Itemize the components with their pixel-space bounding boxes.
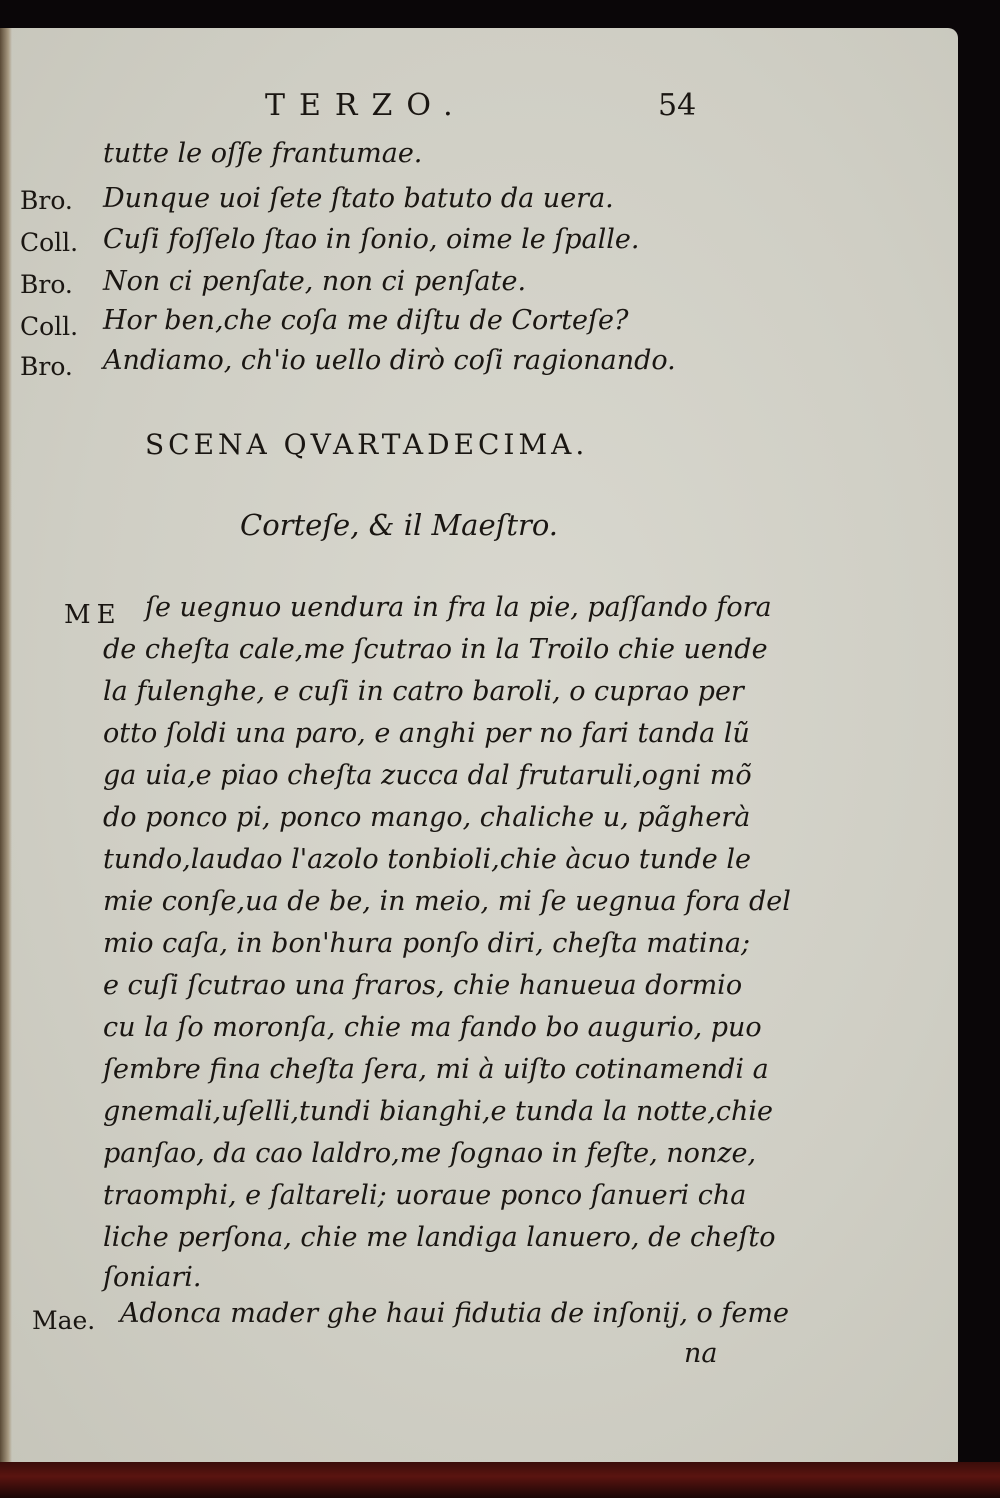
speaker-label: Bro. xyxy=(20,186,73,215)
speech-line: otto ſoldi una paro, e anghi per no fari tanda lũ xyxy=(103,718,750,749)
speech-line: gnemali,uſelli,tundi bianghi,e tunda la notte,chie xyxy=(103,1096,773,1127)
speech-line: de cheſta cale,me ſcutrao in la Troilo chie uende xyxy=(103,634,768,665)
page-header xyxy=(0,88,958,128)
speech-line: mio caſa, in bon'hura ponſo diri, cheſta matina; xyxy=(103,928,751,959)
scene-characters: Corteſe, & il Maeſtro. xyxy=(240,508,559,542)
speech-line: panſao, da cao laldro,me ſognao in feſte, nonze, xyxy=(103,1138,757,1169)
speech-line: liche perſona, chie me landiga lanuero, de cheſto xyxy=(103,1222,776,1253)
scene-heading: SCENA QVARTADECIMA. xyxy=(145,428,589,461)
speaker-label: Coll. xyxy=(20,228,79,257)
page-gutter-shadow xyxy=(0,28,12,1468)
speaker-label: Mae. xyxy=(32,1306,96,1335)
speaker-label: Coll. xyxy=(20,312,79,341)
speech-line: cu la ſo moronſa, chie ma fando bo augurio, puo xyxy=(103,1012,762,1043)
speech-line: ſe uegnuo uendura in fra la pie, paſſando fora xyxy=(145,592,772,623)
speech-line: tundo,laudao l'azolo tonbioli,chie àcuo tunde le xyxy=(103,844,751,875)
speech-line: ga uia,e piao cheſta zucca dal frutaruli,ogni mõ xyxy=(103,760,752,791)
speech-line: ſoniari. xyxy=(103,1262,202,1293)
speaker-label: Bro. xyxy=(20,270,73,299)
catchword: na xyxy=(684,1338,718,1369)
dialogue-line: Non ci penſate, non ci penſate. xyxy=(103,266,527,297)
speech-line: ſembre fina cheſta ſera, mi à uiſto cotinamendi a xyxy=(103,1054,769,1085)
dialogue-line: Andiamo, ch'io uello dirò coſi ragionando. xyxy=(103,345,676,376)
dialogue-line: Dunque uoi ſete ſtato batuto da uera. xyxy=(103,183,614,214)
dialogue-line: Hor ben,che coſa me diſtu de Corteſe? xyxy=(103,305,629,336)
speech-line: do ponco pi, ponco mango, chaliche u, pãgherà xyxy=(103,802,751,833)
page-number: 54 xyxy=(658,88,697,123)
speech-line: e cuſi ſcutrao una fraros, chie hanueua dormio xyxy=(103,970,743,1001)
speech-line: traomphi, e ſaltareli; uoraue ponco ſanueri cha xyxy=(103,1180,747,1211)
speaker-initials: ME xyxy=(64,600,122,630)
speech-line: la fulenghe, e cuſi in catro baroli, o cuprao per xyxy=(103,676,744,707)
book-binding-edge xyxy=(0,1462,1000,1498)
running-head: TERZO. xyxy=(265,88,467,123)
speaker-label: Bro. xyxy=(20,352,73,381)
dialogue-line: Cuſi foſſelo ſtao in ſonio, oime le ſpalle. xyxy=(103,224,640,255)
dialogue-line: tutte le oſſe frantumae. xyxy=(103,138,423,169)
speech-line: mie conſe,ua de be, in meio, mi ſe uegnua fora del xyxy=(103,886,791,917)
speech-line: Adonca mader ghe haui fidutia de inſonij, o feme xyxy=(120,1298,789,1329)
